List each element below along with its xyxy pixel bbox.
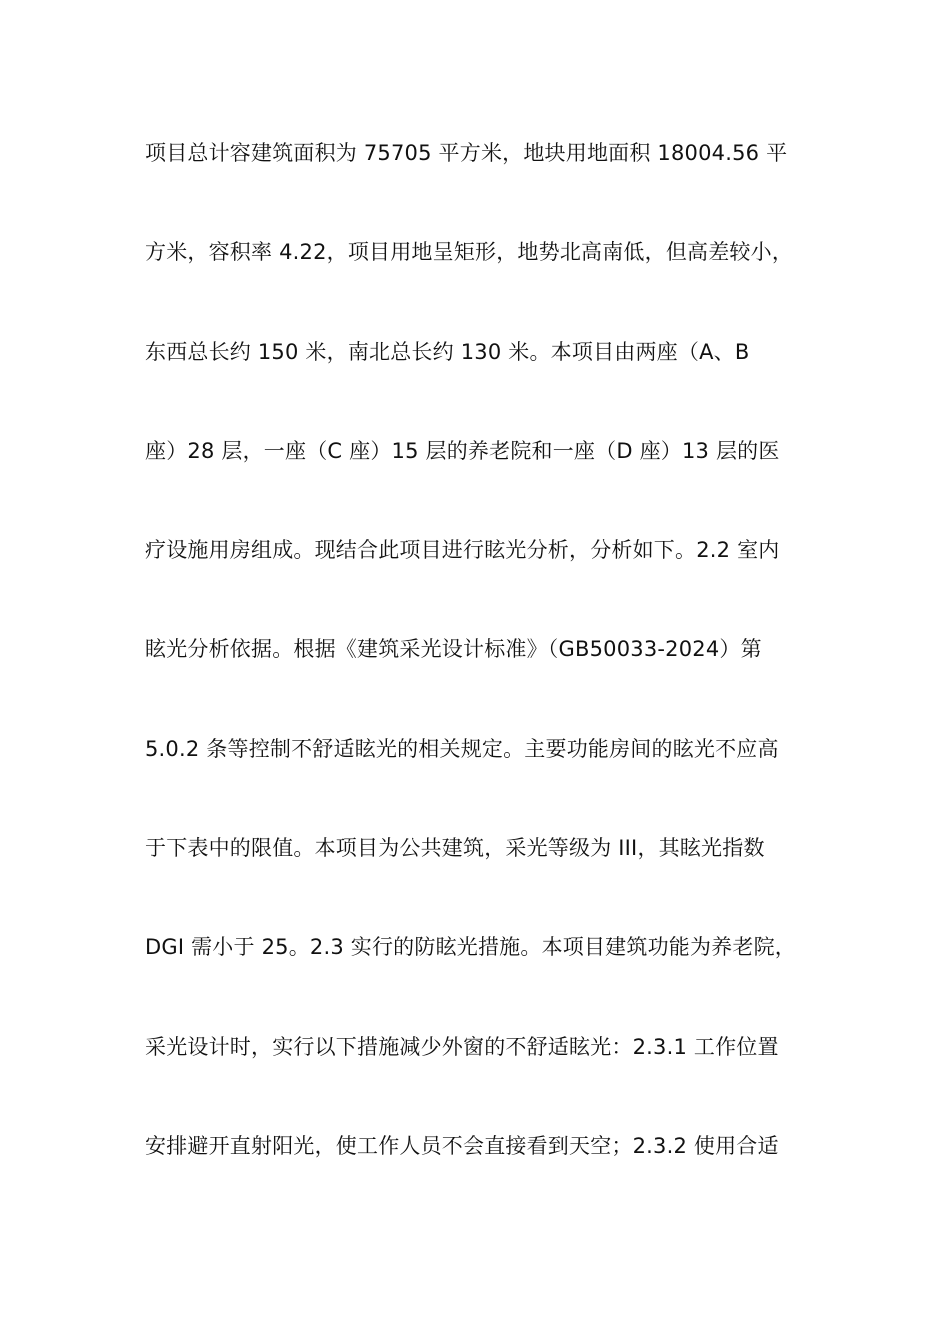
text-line-6: 眩光分析依据。根据《建筑采光设计标准》（GB50033-2024）第 [145, 637, 762, 662]
text-line-9: DGI 需小于 25。2.3 实行的防眩光措施。本项目建筑功能为养老院， [145, 935, 796, 960]
text-line-10: 采光设计时，实行以下措施减少外窗的不舒适眩光：2.3.1 工作位置 [145, 1034, 779, 1059]
text-line-11: 安排避开直射阳光，使工作人员不会直接看到天空；2.3.2 使用合适 [145, 1133, 779, 1158]
text-line-3: 东西总长约 150 米，南北总长约 130 米。本项目由两座（A、B [145, 339, 750, 364]
text-line-1: 项目总计容建筑面积为 75705 平方米，地块用地面积 18004.56 平 [145, 141, 788, 165]
text-line-2: 方米，容积率 4.22，项目用地呈矩形，地势北高南低，但高差较小， [145, 240, 794, 265]
text-line-8: 于下表中的限值。本项目为公共建筑，采光等级为 III，其眩光指数 [145, 836, 765, 861]
body-text [145, 133, 825, 1225]
text-line-4: 座）28 层，一座（C 座）15 层的养老院和一座（D 座）13 层的医 [145, 438, 780, 463]
text-line-7: 5.0.2 条等控制不舒适眩光的相关规定。主要功能房间的眩光不应高 [145, 736, 779, 761]
text-line-5: 疗设施用房组成。现结合此项目进行眩光分析，分析如下。2.2 室内 [145, 538, 780, 563]
